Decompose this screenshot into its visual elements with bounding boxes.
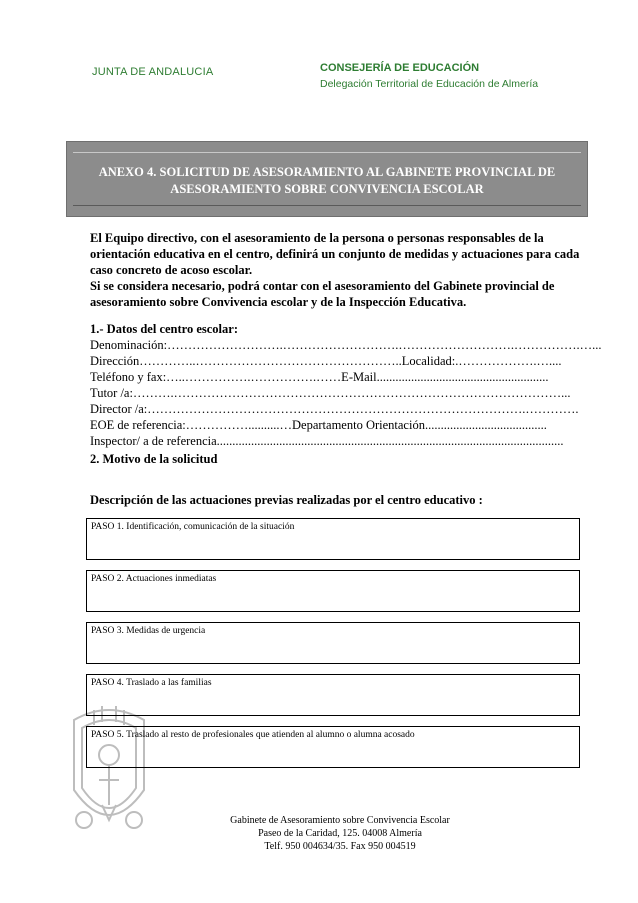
intro-paragraph-1: El Equipo directivo, con el asesoramiento de la persona o personas responsables de la orientación educativa en el centro, definirá un conjunto de medidas y actuaciones para cada caso concreto de acoso escolar. — [90, 231, 580, 277]
paso-1-label: PASO 1. Identificación, comunicación de la situación — [91, 522, 295, 532]
intro-text — [90, 230, 580, 310]
paso-5-box[interactable] — [86, 726, 580, 768]
footer-line-3: Telf. 950 004634/35. Fax 950 004519 — [264, 841, 416, 852]
paso-4-box[interactable] — [86, 674, 580, 716]
field-denominacion[interactable]: Denominación:……………………….……………………….……………………….…………….…... — [90, 338, 602, 352]
title-line-1: ANEXO 4. SOLICITUD DE ASESORAMIENTO AL GABINETE PROVINCIAL DE — [98, 165, 556, 179]
section2-title: 2. Motivo de la solicitud — [90, 452, 218, 466]
paso-5-label: PASO 5. Traslado al resto de profesionales que atienden al alumno o alumna acosado — [91, 730, 415, 740]
field-eoe[interactable]: EOE de referencia:……………..........…Departamento Orientación....................................... — [90, 418, 547, 432]
field-director[interactable]: Director /a:……………………………………………………………………………….…………. — [90, 402, 579, 416]
field-direccion[interactable]: Dirección…………..…………………………………………..Localidad:.……………….….... — [90, 354, 562, 368]
title-line-2: ASESORAMIENTO SOBRE CONVIVENCIA ESCOLAR — [170, 182, 484, 196]
description-title: Descripción de las actuaciones previas realizadas por el centro educativo : — [90, 493, 483, 507]
header-right-subtitle: Delegación Territorial de Educación de Almería — [320, 78, 539, 90]
footer-line-1: Gabinete de Asesoramiento sobre Convivencia Escolar — [230, 815, 450, 826]
document-title — [79, 164, 575, 198]
footer-line-2: Paseo de la Caridad, 125. 04008 Almería — [258, 828, 422, 839]
paso-3-box[interactable] — [86, 622, 580, 664]
field-tutor[interactable]: Tutor /a:……….…………………………………………………………………………………... — [90, 386, 571, 400]
paso-3-label: PASO 3. Medidas de urgencia — [91, 626, 206, 636]
intro-paragraph-2: Si se considera necesario, podrá contar con el asesoramiento del Gabinete provincial de asesoramiento sobre Convivencia escolar y de la Inspección Educativa. — [90, 279, 555, 309]
paso-2-box[interactable] — [86, 570, 580, 612]
paso-1-box[interactable] — [86, 518, 580, 560]
header-right-title: CONSEJERÍA DE EDUCACIÓN — [320, 62, 480, 74]
header-left: JUNTA DE ANDALUCIA — [92, 66, 214, 78]
title-band — [66, 141, 588, 217]
paso-2-label: PASO 2. Actuaciones inmediatas — [91, 574, 217, 584]
footer — [130, 814, 550, 853]
section1-title: 1.- Datos del centro escolar: — [90, 322, 238, 336]
field-telefono[interactable]: Teléfono y fax:…..…………….…………….……E-Mail....................................................... — [90, 370, 549, 384]
paso-4-label: PASO 4. Traslado a las familias — [91, 678, 212, 688]
field-inspector[interactable]: Inspector/ a de referencia............................................................................................................... — [90, 434, 564, 448]
